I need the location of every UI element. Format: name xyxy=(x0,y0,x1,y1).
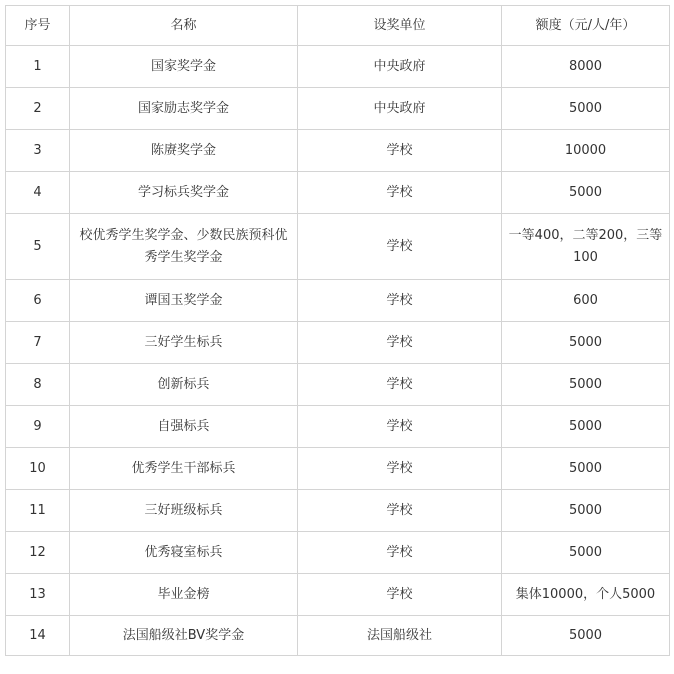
table-row xyxy=(6,280,670,322)
row-amount: 一等400，二等200，三等100 xyxy=(502,214,670,280)
row-number: 2 xyxy=(6,88,70,130)
row-unit: 学校 xyxy=(298,322,502,364)
row-unit: 法国船级社 xyxy=(298,616,502,656)
row-amount: 5000 xyxy=(502,88,670,130)
row-unit: 学校 xyxy=(298,214,502,280)
row-number: 11 xyxy=(6,490,70,532)
row-amount: 5000 xyxy=(502,448,670,490)
row-amount: 5000 xyxy=(502,364,670,406)
row-amount: 600 xyxy=(502,280,670,322)
row-amount: 5000 xyxy=(502,490,670,532)
row-number: 10 xyxy=(6,448,70,490)
row-name: 学习标兵奖学金 xyxy=(70,172,298,214)
row-name: 三好学生标兵 xyxy=(70,322,298,364)
row-number: 7 xyxy=(6,322,70,364)
table-row xyxy=(6,88,670,130)
table-row xyxy=(6,490,670,532)
row-name: 优秀学生干部标兵 xyxy=(70,448,298,490)
row-unit: 中央政府 xyxy=(298,88,502,130)
table-row xyxy=(6,172,670,214)
table-row xyxy=(6,364,670,406)
table-row xyxy=(6,616,670,656)
row-number: 14 xyxy=(6,616,70,656)
table-row xyxy=(6,322,670,364)
row-name: 毕业金榜 xyxy=(70,574,298,616)
row-name: 国家励志奖学金 xyxy=(70,88,298,130)
table-row xyxy=(6,448,670,490)
row-unit: 学校 xyxy=(298,280,502,322)
row-number: 1 xyxy=(6,46,70,88)
row-number: 12 xyxy=(6,532,70,574)
row-unit: 学校 xyxy=(298,406,502,448)
table-row xyxy=(6,574,670,616)
row-amount: 集体10000，个人5000 xyxy=(502,574,670,616)
scholarship-table xyxy=(5,5,670,656)
row-number: 5 xyxy=(6,214,70,280)
row-unit: 学校 xyxy=(298,532,502,574)
row-number: 8 xyxy=(6,364,70,406)
row-name: 自强标兵 xyxy=(70,406,298,448)
table-row xyxy=(6,532,670,574)
row-number: 3 xyxy=(6,130,70,172)
table-row xyxy=(6,46,670,88)
header-number: 序号 xyxy=(6,6,70,46)
row-number: 13 xyxy=(6,574,70,616)
row-number: 9 xyxy=(6,406,70,448)
header-unit: 设奖单位 xyxy=(298,6,502,46)
header-amount: 额度（元/人/年） xyxy=(502,6,670,46)
row-name: 校优秀学生奖学金、少数民族预科优秀学生奖学金 xyxy=(70,214,298,280)
row-unit: 学校 xyxy=(298,574,502,616)
row-amount: 5000 xyxy=(502,322,670,364)
row-amount: 5000 xyxy=(502,172,670,214)
row-number: 4 xyxy=(6,172,70,214)
row-amount: 5000 xyxy=(502,406,670,448)
row-name: 陈赓奖学金 xyxy=(70,130,298,172)
row-amount: 5000 xyxy=(502,616,670,656)
row-unit: 学校 xyxy=(298,490,502,532)
row-amount: 8000 xyxy=(502,46,670,88)
row-name: 国家奖学金 xyxy=(70,46,298,88)
header-name: 名称 xyxy=(70,6,298,46)
row-amount: 5000 xyxy=(502,532,670,574)
row-unit: 学校 xyxy=(298,364,502,406)
row-name: 创新标兵 xyxy=(70,364,298,406)
row-name: 谭国玉奖学金 xyxy=(70,280,298,322)
row-name: 三好班级标兵 xyxy=(70,490,298,532)
table-row xyxy=(6,214,670,280)
table-row xyxy=(6,130,670,172)
row-name: 优秀寝室标兵 xyxy=(70,532,298,574)
row-amount: 10000 xyxy=(502,130,670,172)
row-unit: 学校 xyxy=(298,172,502,214)
row-unit: 学校 xyxy=(298,448,502,490)
row-unit: 中央政府 xyxy=(298,46,502,88)
row-unit: 学校 xyxy=(298,130,502,172)
row-number: 6 xyxy=(6,280,70,322)
table-row xyxy=(6,406,670,448)
row-name: 法国船级社BV奖学金 xyxy=(70,616,298,656)
table-header-row xyxy=(6,6,670,46)
